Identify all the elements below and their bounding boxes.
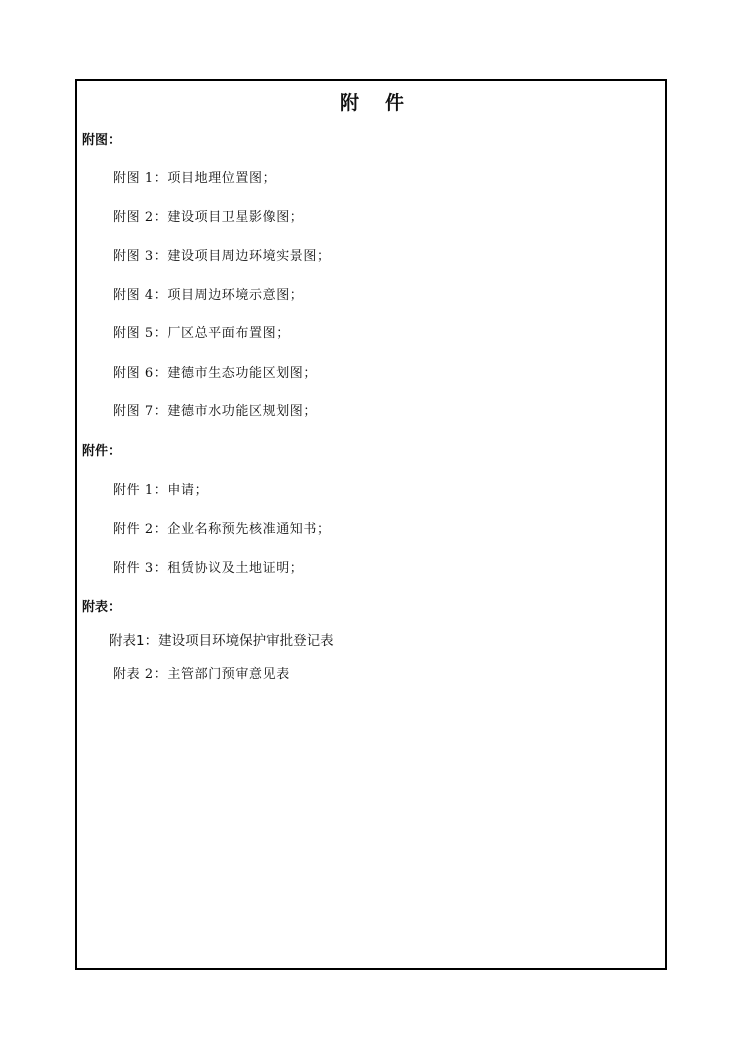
figure-item-5: 附图 5：厂区总平面布置图； xyxy=(113,326,290,341)
figure-item-2: 附图 2：建设项目卫星影像图； xyxy=(113,210,304,225)
title-char-1: 附 xyxy=(339,92,359,114)
attachments-heading: 附件： xyxy=(82,444,122,459)
table-item-2: 附表 2：主管部门预审意见表 xyxy=(113,667,290,682)
figure-item-3: 附图 3：建设项目周边环境实景图； xyxy=(113,249,331,264)
figure-item-7: 附图 7：建德市水功能区规划图； xyxy=(113,404,318,419)
page-title xyxy=(0,88,744,115)
attachment-item-2: 附件 2：企业名称预先核准通知书； xyxy=(113,522,331,537)
table-item-1: 附表1：建设项目环境保护审批登记表 xyxy=(109,633,334,649)
figures-heading: 附图： xyxy=(82,133,122,148)
attachment-item-3: 附件 3：租赁协议及土地证明； xyxy=(113,561,304,576)
tables-heading: 附表： xyxy=(82,600,122,615)
title-char-2: 件 xyxy=(385,92,405,114)
attachment-item-1: 附件 1：申请； xyxy=(113,483,209,498)
figure-item-4: 附图 4：项目周边环境示意图； xyxy=(113,288,304,303)
figure-item-6: 附图 6：建德市生态功能区划图； xyxy=(113,366,318,381)
figure-item-1: 附图 1：项目地理位置图； xyxy=(113,171,277,186)
